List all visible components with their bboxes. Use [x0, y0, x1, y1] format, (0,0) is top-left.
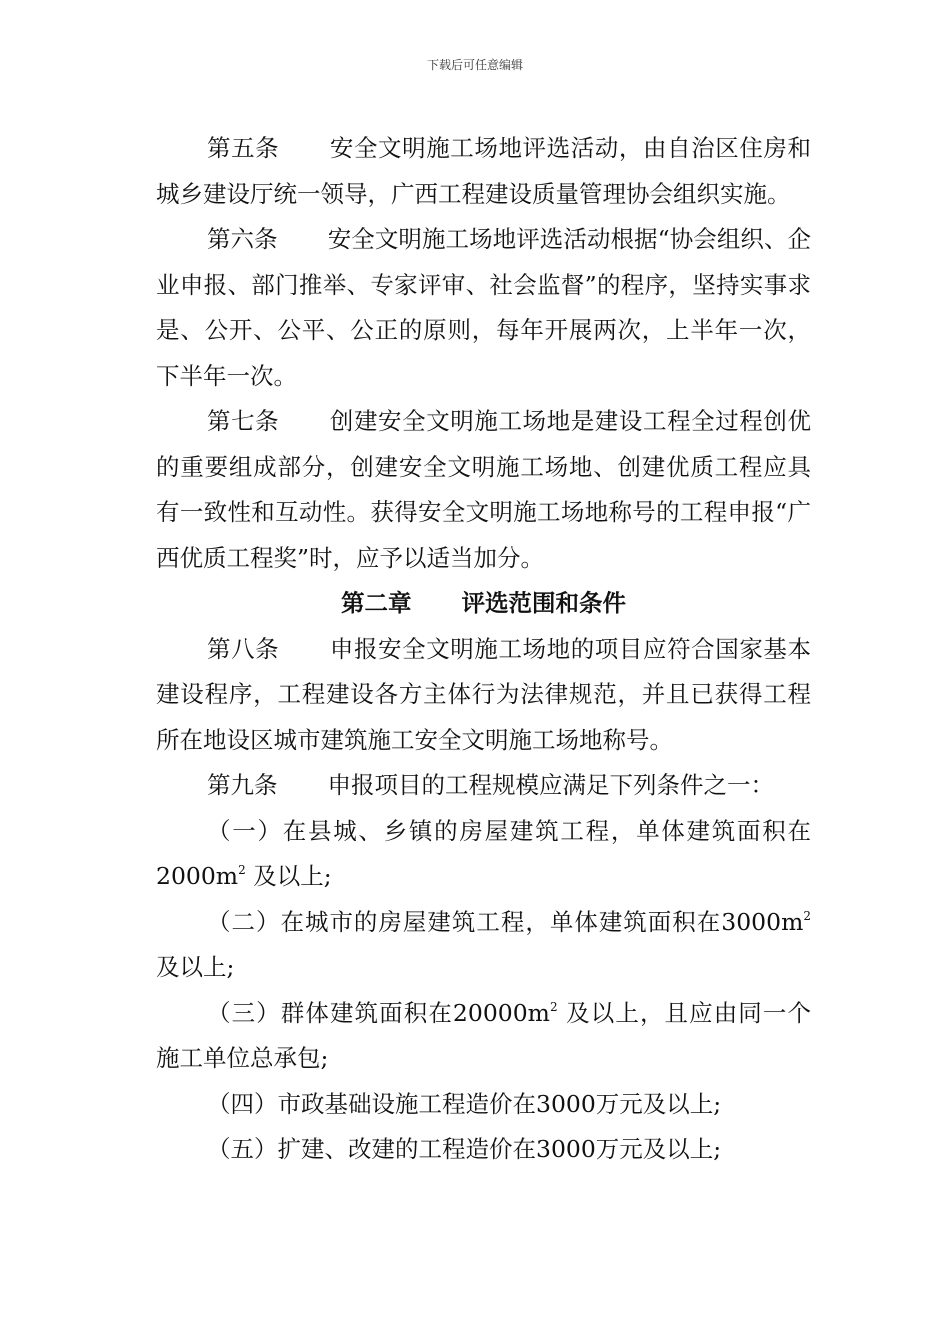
article-label: 第五条	[207, 134, 280, 162]
item-text: （二）在城市的房屋建筑工程，单体建筑面积在3000m	[207, 907, 804, 936]
article-text: 安全文明施工场地评选活动根据“协会组织、企业申报、部门推举、专家评审、社会监督”的程序，坚持实事求是、公开、公平、公正的原则，每年开展两次，上半年一次，下半年一次。	[156, 225, 811, 390]
superscript: 2	[803, 908, 811, 923]
article-label: 第九条	[207, 771, 278, 799]
item-text-suffix: 及以上;	[245, 862, 332, 890]
article-text: 申报项目的工程规模应满足下列条件之一：	[327, 771, 774, 799]
article-label: 第八条	[207, 634, 280, 663]
article-text: 申报安全文明施工场地的项目应符合国家基本建设程序，工程建设各方主体行为法律规范，并且已获得工程所在地设区城市建筑施工安全文明施工场地称号。	[156, 634, 812, 754]
condition-item-1	[156, 809, 811, 900]
item-text: （一）在县城、乡镇的房屋建筑工程，单体建筑面积在2000m	[156, 816, 811, 890]
chapter-title: 评选范围和条件	[461, 589, 626, 617]
chapter-label: 第二章	[341, 589, 412, 617]
article-text: 创建安全文明施工场地是建设工程全过程创优的重要组成部分，创建安全文明施工场地、创建优质工程应具有一致性和互动性。获得安全文明施工场地称号的工程申报“广西优质工程奖”时，应予以适当加分。	[156, 407, 812, 572]
superscript: 2	[549, 999, 558, 1014]
article-7	[156, 399, 811, 581]
article-8	[156, 627, 811, 764]
item-text-suffix: 及以上，且应由同一个施工单位总承包;	[156, 998, 811, 1072]
article-label: 第六条	[207, 225, 278, 253]
condition-item-4: （四）市政基础设施工程造价在3000万元及以上;	[207, 1089, 722, 1118]
article-5	[156, 126, 811, 217]
item-text-suffix: 及以上;	[156, 953, 235, 981]
article-6	[156, 217, 811, 399]
condition-item-3	[156, 991, 811, 1082]
condition-item-5: （五）扩建、改建的工程造价在3000万元及以上;	[207, 1135, 722, 1163]
article-label: 第七条	[207, 407, 280, 435]
article-9	[156, 763, 811, 809]
page-header: 下载后可任意编辑	[426, 58, 523, 72]
chapter-heading	[156, 581, 811, 627]
document-body	[156, 126, 811, 1173]
article-text: 安全文明施工场地评选活动，由自治区住房和城乡建设厅统一领导，广西工程建设质量管理协会组织实施。	[156, 134, 812, 208]
condition-item-2	[156, 900, 811, 991]
superscript: 2	[238, 863, 246, 877]
item-text: （三）群体建筑面积在20000m	[207, 998, 550, 1027]
